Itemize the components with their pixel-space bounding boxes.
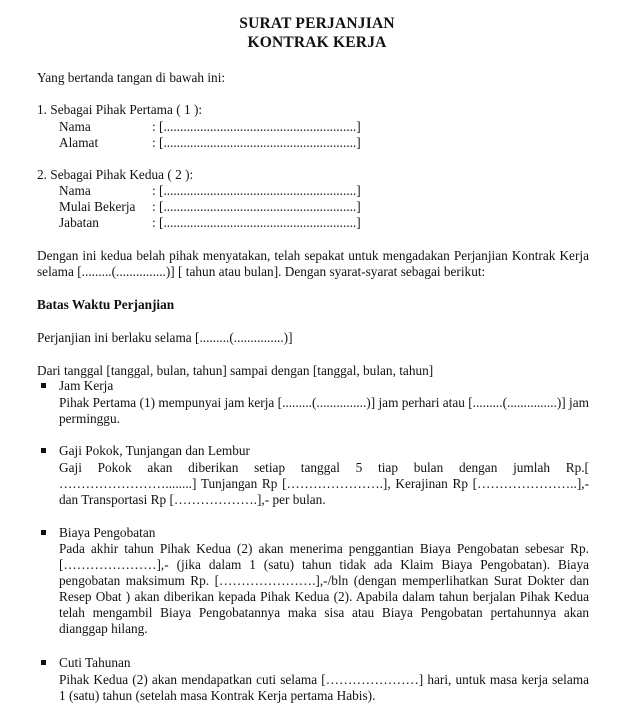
date-range-text: Dari tanggal [tanggal, bulan, tahun] sampai dengan [tanggal, bulan, tahun]: [37, 363, 434, 378]
duration-text: Perjanjian ini berlaku selama [.........(...............)]: [37, 330, 293, 345]
party2-position-value: : [..........................................................]: [152, 215, 361, 230]
item-salary-body: Gaji Pokok akan diberikan setiap tanggal 5 tiap bulan dengan jumlah Rp.[ ……………………........] Tunjangan Rp [………………….], Kerajinan Rp […………………..],- dan Transportasi Rp [……………….],- per bulan.: [59, 460, 589, 507]
party1-name-value: : [..........................................................]: [152, 119, 361, 134]
item-salary-heading: Gaji Pokok, Tunjangan dan Lembur: [59, 443, 250, 458]
intro-text: Yang bertanda tangan di bawah ini:: [37, 70, 226, 85]
item-medical-body: Pada akhir tahun Pihak Kedua (2) akan menerima penggantian Biaya Pengobatan sebesar Rp. […………………],- (jika dalam 1 (satu) tahun tidak ada Klaim Biaya Pengobatan). Biaya pengobatan maksimum Rp. [………………….],-/bln (dengan memperlihatkan Surat Dokter dan Resep Obat ) akan diberikan kepada Pihak Kedua (2). Apabila dalam tahun berjalan Pihak Kedua telah mengambil Biaya Pengobatannya maka sisa atau Biaya Pengobatan pertahunnya akan dianggap hilang.: [59, 541, 589, 636]
bullet-icon: [41, 448, 46, 453]
bullet-icon: [41, 383, 46, 388]
party1-address-label: Alamat: [59, 135, 99, 150]
item-leave-heading: Cuti Tahunan: [59, 655, 131, 670]
party2-heading: 2. Sebagai Pihak Kedua ( 2 ):: [37, 167, 194, 182]
party2-name-label: Nama: [59, 183, 91, 198]
bullet-icon: [41, 530, 46, 535]
document-title-line1: SURAT PERJANJIAN: [239, 15, 395, 32]
bullet-icon: [41, 660, 46, 665]
item-work-hours-heading: Jam Kerja: [59, 378, 114, 393]
item-leave-body: Pihak Kedua (2) akan mendapatkan cuti selama […………………] hari, untuk masa kerja selama 1 (satu) tahun (setelah masa Kontrak Kerja pertama Habis).: [59, 672, 589, 703]
party2-start-value: : [..........................................................]: [152, 199, 361, 214]
item-work-hours-body: Pihak Pertama (1) mempunyai jam kerja [.........(...............)] jam perhari atau [.........(...............)] jam perminggu.: [59, 395, 589, 426]
document-title-line2: KONTRAK KERJA: [247, 34, 387, 51]
party2-start-label: Mulai Bekerja: [59, 199, 136, 214]
item-medical-heading: Biaya Pengobatan: [59, 525, 156, 540]
section-heading: Batas Waktu Perjanjian: [37, 297, 175, 312]
party1-name-label: Nama: [59, 119, 91, 134]
party2-position-label: Jabatan: [59, 215, 99, 230]
party1-address-value: : [..........................................................]: [152, 135, 361, 150]
party2-name-value: : [..........................................................]: [152, 183, 361, 198]
agreement-statement: Dengan ini kedua belah pihak menyatakan, telah sepakat untuk mengadakan Perjanjian Kontrak Kerja selama [.........(...............)] [ tahun atau bulan]. Dengan syarat-syarat sebagai berikut:: [37, 248, 589, 279]
party1-heading: 1. Sebagai Pihak Pertama ( 1 ):: [37, 102, 203, 117]
